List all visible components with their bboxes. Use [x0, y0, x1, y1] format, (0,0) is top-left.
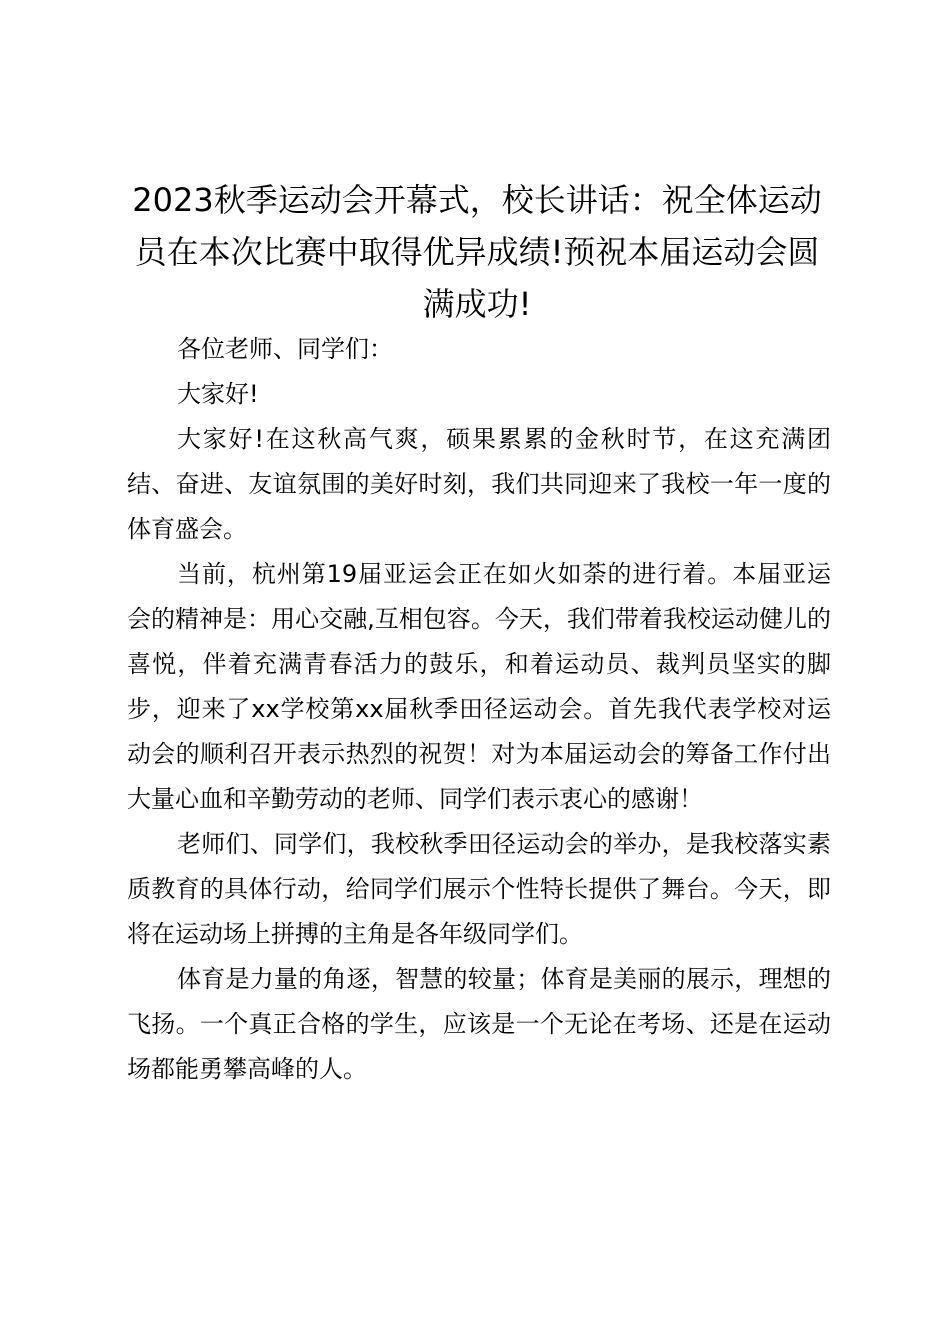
salutation: 各位老师、同学们：: [177, 335, 393, 363]
paragraph-opening: 大家好!在这秋高气爽，硕果累累的金秋时节，在这充满团结、奋进、友谊氛围的美好时刻，我们共同迎来了我校一年一度的体育盛会。: [127, 425, 831, 543]
paragraph-asian-games: 当前，杭州第19届亚运会正在如火如荼的进行着。本届亚运会的精神是：用心交融,互相包容。今天，我们带着我校运动健儿的喜悦，伴着充满青春活力的鼓乐，和着运动员、裁判员坚实的脚步，迎来了xx学校第xx届秋季田径运动会。首先我代表学校对运动会的顺利召开表示热烈的祝贺！对为本届运动会的筹备工作付出大量心血和辛勤劳动的老师、同学们表示衷心的感谢！: [127, 560, 831, 813]
document-title: 2023秋季运动会开幕式，校长讲话：祝全体运动员在本次比赛中取得优异成绩!预祝本届运动会圆满成功!: [132, 181, 822, 323]
paragraph-sports-spirit: 体育是力量的角逐，智慧的较量；体育是美丽的展示，理想的飞扬。一个真正合格的学生，应该是一个无论在考场、还是在运动场都能勇攀高峰的人。: [127, 965, 831, 1083]
greeting: 大家好!: [177, 380, 259, 408]
paragraph-quality-education: 老师们、同学们，我校秋季田径运动会的举办，是我校落实素质教育的具体行动，给同学们展示个性特长提供了舞台。今天，即将在运动场上拼搏的主角是各年级同学们。: [127, 830, 831, 948]
document-body: [127, 327, 831, 1092]
